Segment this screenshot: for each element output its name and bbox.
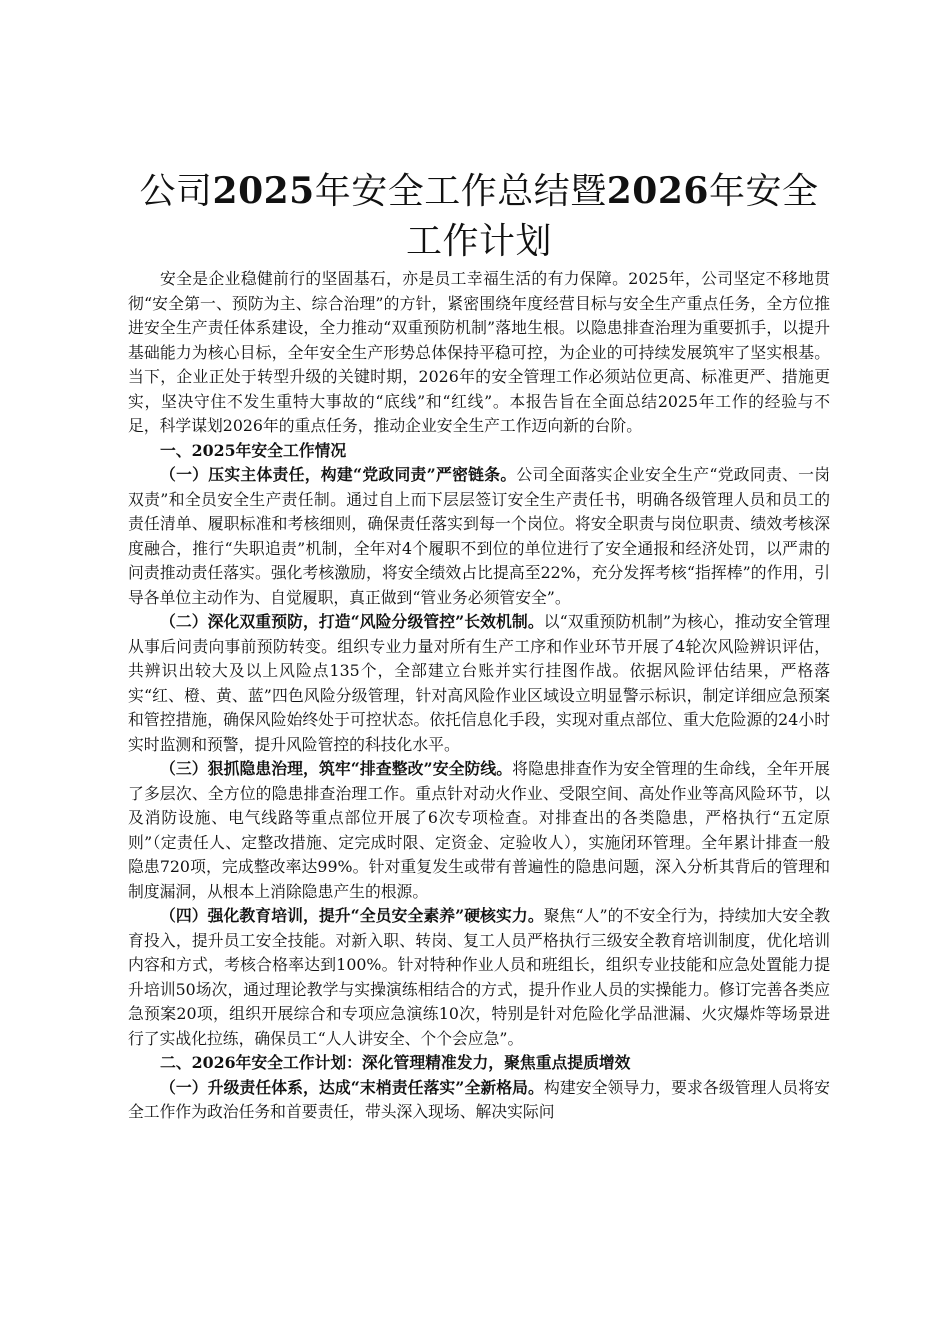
paragraph-hazard-governance [128, 757, 830, 904]
paragraph-text: 公司全面落实企业安全生产“党政同责、一岗双责”和全员安全生产责任制。通过自上而下层层签订安全生产责任书，明确各级管理人员和员工的责任清单、履职标准和考核细则，确保责任落实到每一个岗位。将安全职责与岗位职责、绩效考核深度融合，推行“失职追责”机制，全年对4个履职不到位的单位进行了安全通报和经济处罚，以严肃的问责推动责任落实。强化考核激励，将安全绩效占比提高至22%，充分发挥考核“指挥棒”的作用，引导各单位主动作为、自觉履职，真正做到“管业务必须管安全”。 [128, 465, 830, 607]
paragraph-lead: （一）升级责任体系，达成“末梢责任落实”全新格局。 [160, 1077, 544, 1097]
paragraph-text: 以“双重预防机制”为核心，推动安全管理从事后问责向事前预防转变。组织专业力量对所有生产工序和作业环节开展了4轮次风险辨识评估，共辨识出较大及以上风险点135个，全部建立台账并实行挂图作战。依据风险评估结果，严格落实“红、橙、黄、蓝”四色风险分级管理，针对高风险作业区域设立明显警示标识，制定详细应急预案和管控措施，确保风险始终处于可控状态。依托信息化手段，实现对重点部位、重大危险源的24小时实时监测和预警，提升风险管控的科技化水平。 [128, 612, 830, 754]
section-heading-2025: 一、2025年安全工作情况 [160, 440, 347, 460]
document-title [128, 166, 830, 267]
paragraph-responsibility-upgrade [128, 1076, 830, 1125]
paragraph-text: 聚焦“人”的不安全行为，持续加大安全教育投入，提升员工安全技能。对新入职、转岗、复工人员严格执行三级安全教育培训制度，优化培训内容和方式，考核合格率达到100%。针对特种作业人员和班组长，组织专业技能和应急处置能力提升培训50场次，通过理论教学与实操演练相结合的方式，提升作业人员的实操能力。修订完善各类应急预案20项，组织开展综合和专项应急演练10次，特别是针对危险化学品泄漏、火灾爆炸等场景进行了实战化拉练，确保员工“人人讲安全、个个会应急”。 [128, 906, 830, 1048]
intro-paragraph: 安全是企业稳健前行的坚固基石，亦是员工幸福生活的有力保障。2025年，公司坚定不移地贯彻“安全第一、预防为主、综合治理”的方针，紧密围绕年度经营目标与安全生产重点任务，全方位推进安全生产责任体系建设，全力推动“双重预防机制”落地生根。以隐患排查治理为重要抓手，以提升基础能力为核心目标，全年安全生产形势总体保持平稳可控，为企业的可持续发展筑牢了坚实根基。当下，企业正处于转型升级的关键时期，2026年的安全管理工作必须站位更高、标准更严、措施更实，坚决守住不发生重特大事故的“底线”和“红线”。本报告旨在全面总结2025年工作的经验与不足，科学谋划2026年的重点任务，推动企业安全生产工作迈向新的台阶。 [128, 269, 830, 435]
title-year-2025: 2025 [212, 170, 315, 212]
section-heading-2026: 二、2026年安全工作计划：深化管理精准发力，聚焦重点提质增效 [160, 1053, 631, 1072]
paragraph-lead: （三）狠抓隐患治理，筑牢“排查整改”安全防线。 [160, 759, 513, 778]
title-part: 年安全工作总结暨 [314, 171, 607, 212]
paragraph-text: 将隐患排查作为安全管理的生命线，全年开展了多层次、全方位的隐患排查治理工作。重点针对动火作业、受限空间、高处作业等高风险环节，以及消防设施、电气线路等重点部位开展了6次专项检查。对排查出的各类隐患，严格执行“五定原则”（定责任人、定整改措施、定完成时限、定资金、定验收人），实施闭环管理。全年累计排查一般隐患720项，完成整改率达99%。针对重复发生或带有普遍性的隐患问题，深入分析其背后的管理和制度漏洞，从根本上消除隐患产生的根源。 [128, 759, 830, 901]
paragraph-responsibility [128, 463, 830, 610]
paragraph-lead: （一）压实主体责任，构建“党政同责”严密链条。 [160, 465, 517, 484]
paragraph-lead: （四）强化教育培训，提升“全员安全素养”硬核实力。 [160, 906, 544, 925]
paragraph-dual-prevention [128, 610, 830, 757]
document-body [128, 166, 830, 1125]
title-year-2026: 2026 [606, 170, 709, 212]
title-part: 年安全工作计划 [405, 171, 819, 262]
paragraph-lead: （二）深化双重预防，打造“风险分级管控”长效机制。 [160, 612, 544, 631]
paragraph-training [128, 904, 830, 1051]
paragraph-text: 构建安全领导力，要求各级管理人员将安全工作作为政治任务和首要责任，带头深入现场、解决实际问 [128, 1077, 830, 1121]
title-part: 公司 [139, 171, 213, 212]
